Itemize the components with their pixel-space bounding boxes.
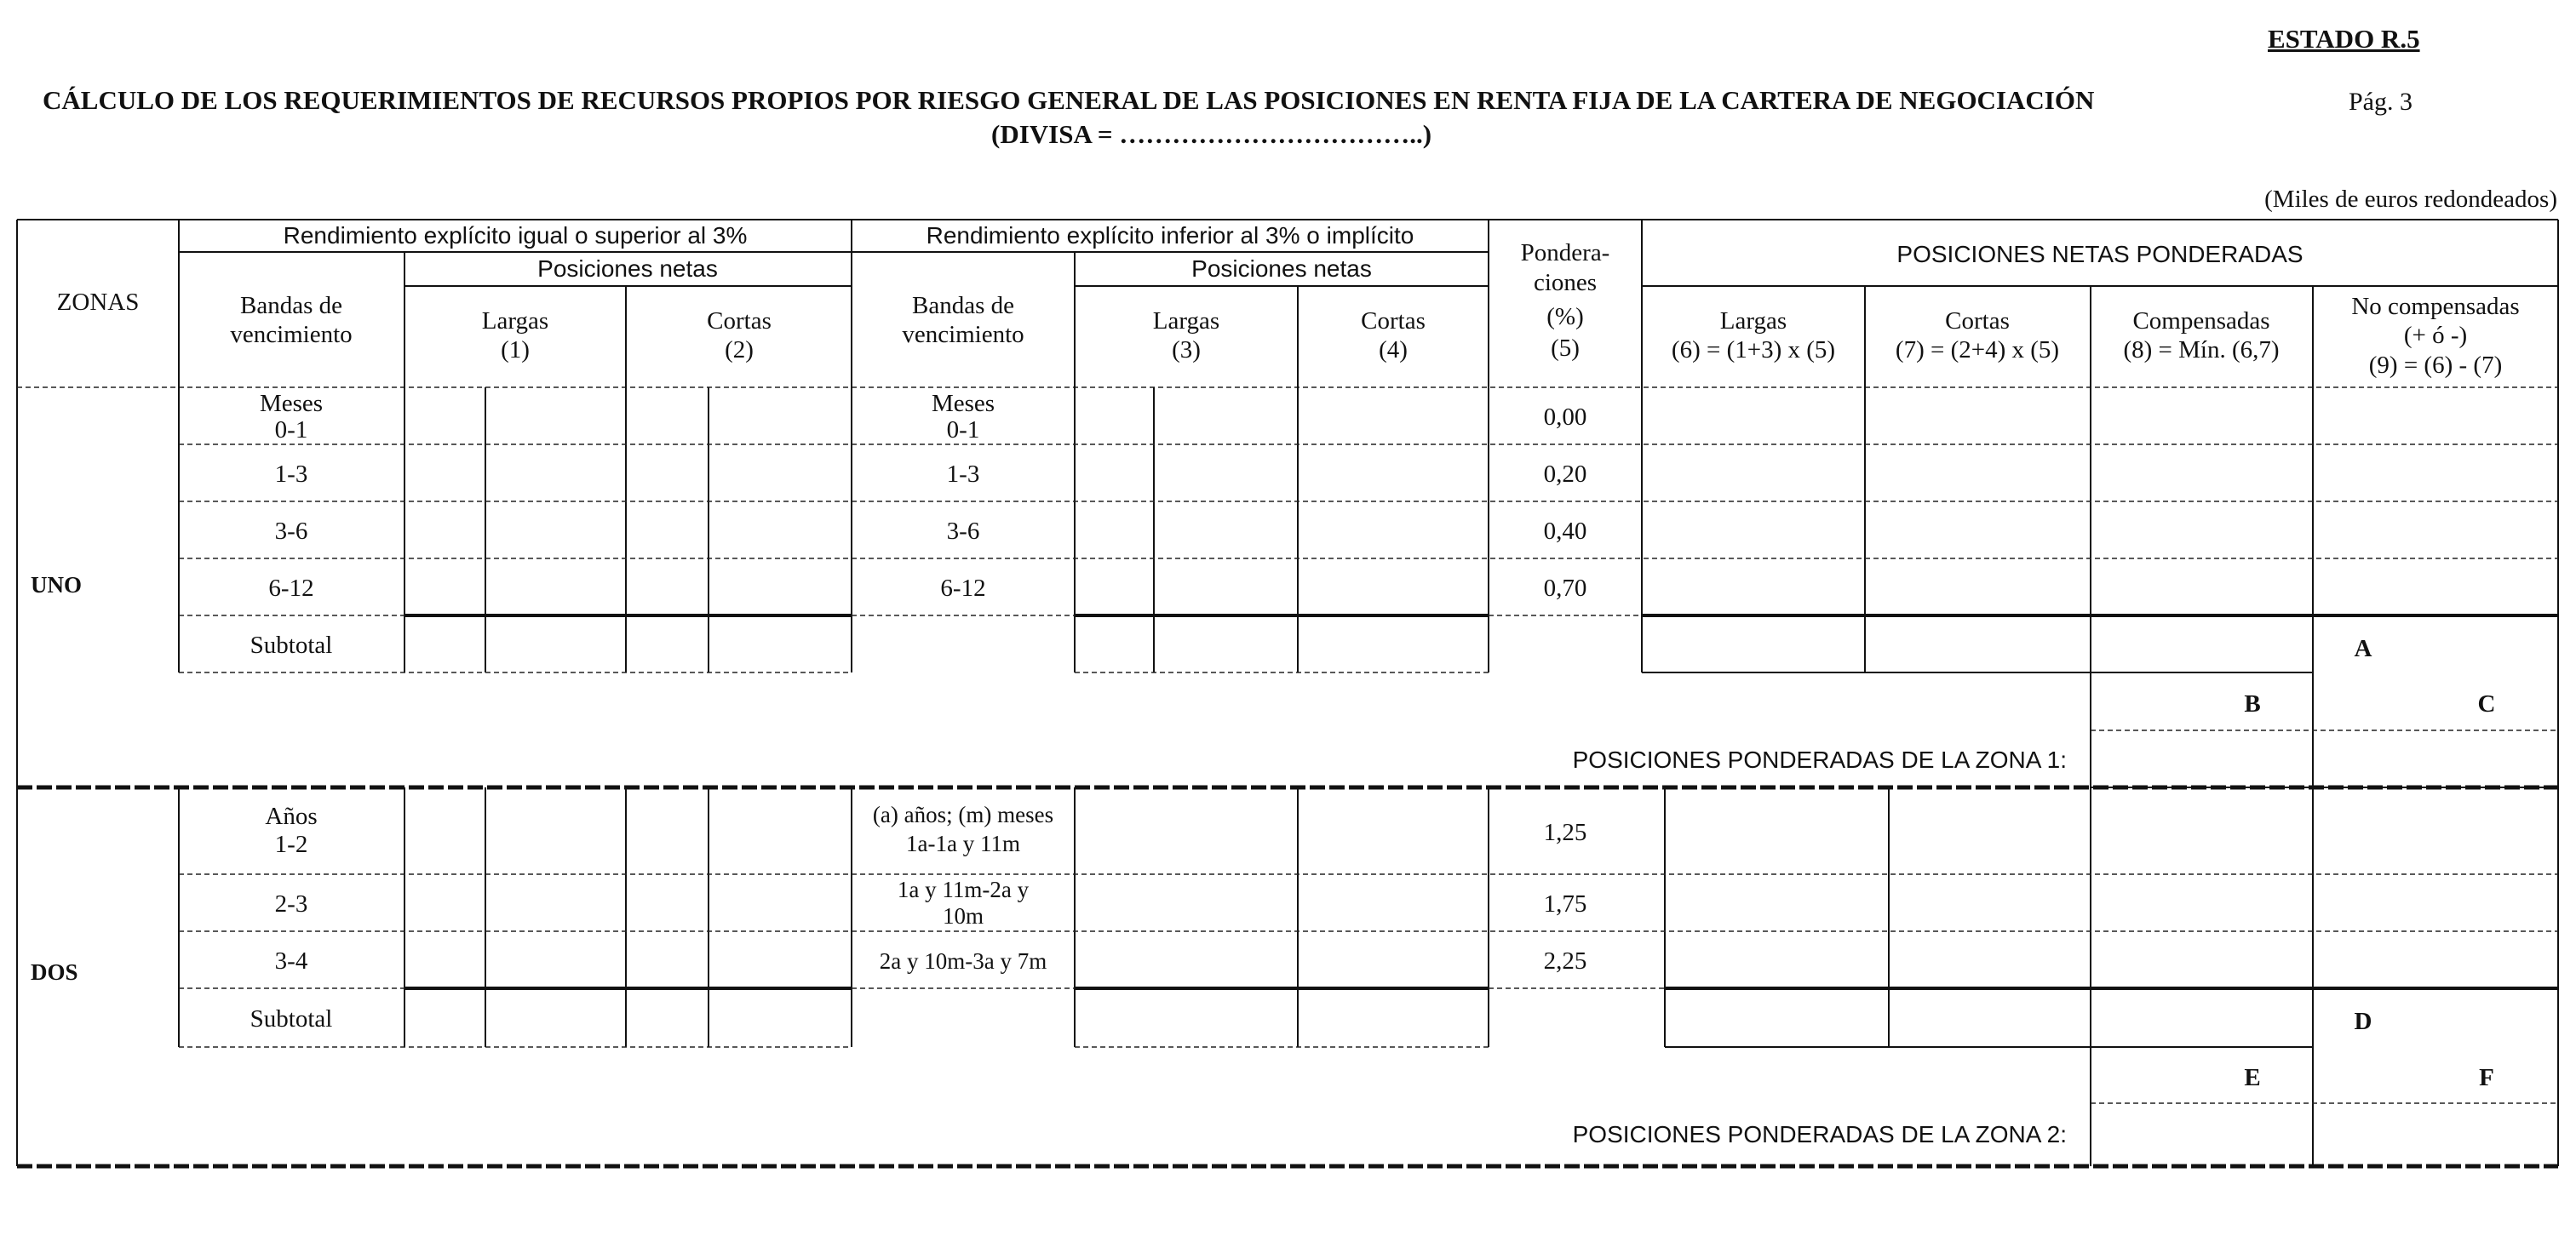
largas-1-header: Largas — [481, 307, 549, 335]
zone-1-band-b-row1-l2: 0-1 — [946, 416, 980, 443]
zone-1-band-b-row2: 1-3 — [946, 461, 980, 488]
zone-2-band-a-row3: 3-4 — [274, 947, 308, 975]
bandas-a-header-l1: Bandas de — [240, 292, 342, 319]
zone-1 — [31, 390, 2495, 773]
page-number: Pág. 3 — [2349, 88, 2412, 116]
zone-1-weight-row1: 0,00 — [1543, 403, 1587, 431]
largas-6-formula: (6) = (1+3) x (5) — [1671, 336, 1836, 363]
posiciones-netas-b-header: Posiciones netas — [1191, 255, 1372, 282]
cortas-7-header: Cortas — [1945, 307, 2010, 335]
group-a-header: Rendimiento explícito igual o superior al 3% — [283, 222, 748, 249]
no-compensadas-sign: (+ ó -) — [2403, 322, 2468, 349]
zone-2-weight-row3: 2,25 — [1543, 947, 1587, 975]
zone-2-weight-row1: 1,25 — [1543, 819, 1587, 846]
zone-1-band-a-row3: 3-6 — [274, 518, 308, 545]
zone-2-band-a-row1-l1: Años — [265, 803, 318, 830]
zone-2-total-label: POSICIONES PONDERADAS DE LA ZONA 2: — [1572, 1121, 2067, 1147]
cortas-4-header: Cortas — [1361, 307, 1426, 335]
zone-1-band-a-row1-l1: Meses — [259, 390, 324, 417]
zone-1-label: UNO — [31, 572, 82, 598]
zone-2-weight-row2: 1,75 — [1543, 890, 1587, 918]
ponderaciones-l2: ciones — [1533, 269, 1598, 296]
no-compensadas-header: No compensadas — [2351, 293, 2520, 320]
zone-2-subtotal: Subtotal — [250, 1005, 333, 1033]
zone-1-weight-row3: 0,40 — [1543, 518, 1587, 545]
zone-2-band-a-row1-l2: 1-2 — [274, 831, 308, 858]
zone-1-band-a-row2: 1-3 — [274, 461, 308, 488]
zone-1-letter-b: B — [2244, 690, 2261, 718]
zone-2-letter-d: D — [2354, 1008, 2372, 1035]
zone-2-band-b-row2-l1: 1a y 11m-2a y — [897, 877, 1030, 902]
largas-1-number: (1) — [501, 336, 530, 363]
largas-3-header: Largas — [1152, 307, 1220, 335]
units-note: (Miles de euros redondeados) — [2264, 186, 2557, 213]
zone-2-band-b-row2-l2: 10m — [942, 903, 984, 929]
form-code: ESTADO R.5 — [2268, 24, 2420, 54]
posiciones-netas-a-header: Posiciones netas — [537, 255, 718, 282]
bandas-b-header-l2: vencimiento — [902, 321, 1024, 348]
zone-1-band-b-row3: 3-6 — [946, 518, 980, 545]
ponderaciones-l4: (5) — [1551, 335, 1580, 362]
zone-1-total-label: POSICIONES PONDERADAS DE LA ZONA 1: — [1572, 747, 2067, 773]
cortas-7-formula: (7) = (2+4) x (5) — [1895, 336, 2060, 363]
currency-line: (DIVISA = ……………………………..) — [991, 119, 1432, 149]
zone-2-band-b-row1-l1: (a) años; (m) meses — [872, 802, 1054, 827]
largas-3-number: (3) — [1172, 336, 1201, 363]
zone-1-band-b-row4: 6-12 — [940, 575, 986, 602]
zone-2-letter-f: F — [2479, 1064, 2494, 1091]
zone-1-band-a-row1-l2: 0-1 — [274, 416, 308, 443]
ponderaciones-l3: (%) — [1546, 303, 1584, 330]
ponderadas-header: POSICIONES NETAS PONDERADAS — [1896, 241, 2303, 267]
zone-2-label: DOS — [31, 959, 78, 985]
cortas-2-number: (2) — [725, 336, 754, 363]
bandas-a-header-l2: vencimiento — [230, 321, 353, 348]
compensadas-header: Compensadas — [2132, 307, 2270, 335]
zone-1-weight-row2: 0,20 — [1543, 461, 1587, 488]
compensadas-formula: (8) = Mín. (6,7) — [2123, 336, 2280, 363]
ponderaciones-l1: Pondera- — [1520, 239, 1610, 266]
zone-1-band-a-row4: 6-12 — [268, 575, 314, 602]
zone-1-weight-row4: 0,70 — [1543, 575, 1587, 602]
zone-2-letter-e: E — [2244, 1064, 2261, 1091]
cortas-4-number: (4) — [1379, 336, 1408, 363]
group-b-header: Rendimiento explícito inferior al 3% o implícito — [926, 222, 1414, 249]
zone-1-subtotal: Subtotal — [250, 632, 333, 659]
zonas-header: ZONAS — [56, 289, 140, 316]
table-header — [57, 222, 2520, 379]
zone-1-letter-a: A — [2354, 635, 2372, 662]
zone-1-band-b-row1-l1: Meses — [931, 390, 995, 417]
zone-2-band-a-row2: 2-3 — [274, 890, 308, 918]
cortas-2-header: Cortas — [707, 307, 772, 335]
largas-6-header: Largas — [1719, 307, 1787, 335]
zone-1-letter-c: C — [2477, 690, 2496, 718]
zone-2-band-b-row1-l2: 1a-1a y 11m — [906, 831, 1020, 856]
no-compensadas-formula: (9) = (6) - (7) — [2368, 352, 2503, 379]
zone-2 — [31, 802, 2494, 1147]
form-title: CÁLCULO DE LOS REQUERIMIENTOS DE RECURSOS PROPIOS POR RIESGO GENERAL DE LAS POSICIONES EN RENTA FIJA DE LA CARTERA DE NEGOCIACIÓN — [43, 85, 2095, 115]
zone-2-band-b-row3: 2a y 10m-3a y 7m — [879, 948, 1047, 974]
bandas-b-header-l1: Bandas de — [912, 292, 1014, 319]
